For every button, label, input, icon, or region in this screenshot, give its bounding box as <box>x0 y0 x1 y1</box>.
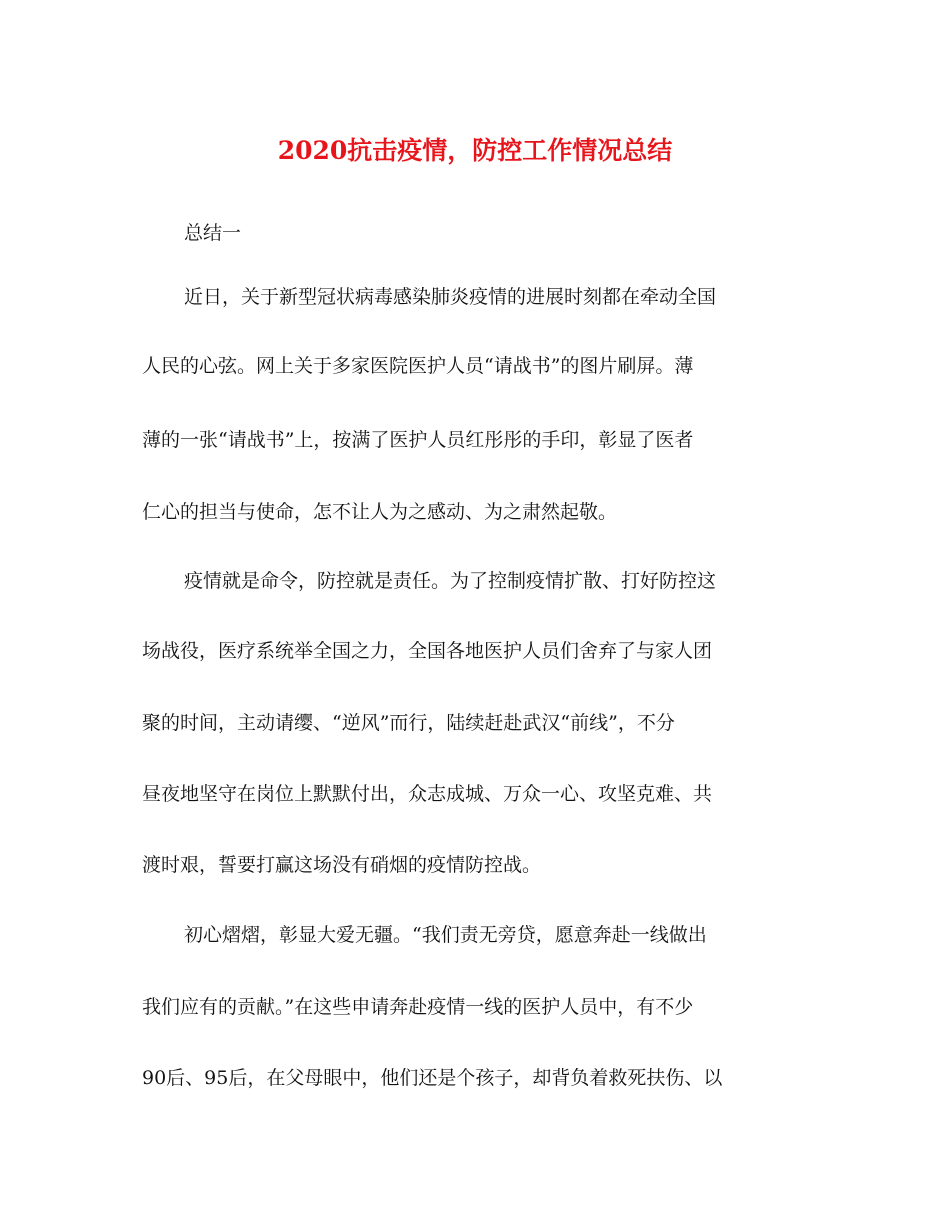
paragraph-line: 近日，关于新型冠状病毒感染肺炎疫情的进展时刻都在牵动全国 <box>184 286 717 308</box>
document-title: 2020抗击疫情，防控工作情况总结 <box>277 136 673 165</box>
paragraph-line: 90后、95后，在父母眼中，他们还是个孩子，却背负着救死扶伤、以 <box>142 1067 723 1089</box>
section-heading: 总结一 <box>184 222 242 244</box>
paragraph-line: 渡时艰，誓要打赢这场没有硝烟的疫情防控战。 <box>142 854 542 876</box>
paragraph-line: 初心熠熠，彰显大爱无疆。“我们责无旁贷，愿意奔赴一线做出 <box>184 924 707 946</box>
paragraph-line: 仁心的担当与使命，怎不让人为之感动、为之肃然起敬。 <box>142 501 618 523</box>
paragraph-line: 我们应有的贡献。”在这些申请奔赴疫情一线的医护人员中，有不少 <box>142 996 694 1018</box>
paragraph-line: 场战役，医疗系统举全国之力，全国各地医护人员们舍弃了与家人团 <box>142 640 713 662</box>
paragraph-line: 昼夜地坚守在岗位上默默付出，众志成城、万众一心、攻坚克难、共 <box>142 783 713 805</box>
paragraph-line: 聚的时间，主动请缨、“逆风”而行，陆续赶赴武汉“前线”，不分 <box>142 712 675 734</box>
paragraph-line: 疫情就是命令，防控就是责任。为了控制疫情扩散、打好防控这 <box>184 570 717 592</box>
paragraph-line: 薄的一张“请战书”上，按满了医护人员红彤彤的手印，彰显了医者 <box>142 429 694 451</box>
paragraph-line: 人民的心弦。网上关于多家医院医护人员“请战书”的图片刷屏。薄 <box>142 355 694 377</box>
